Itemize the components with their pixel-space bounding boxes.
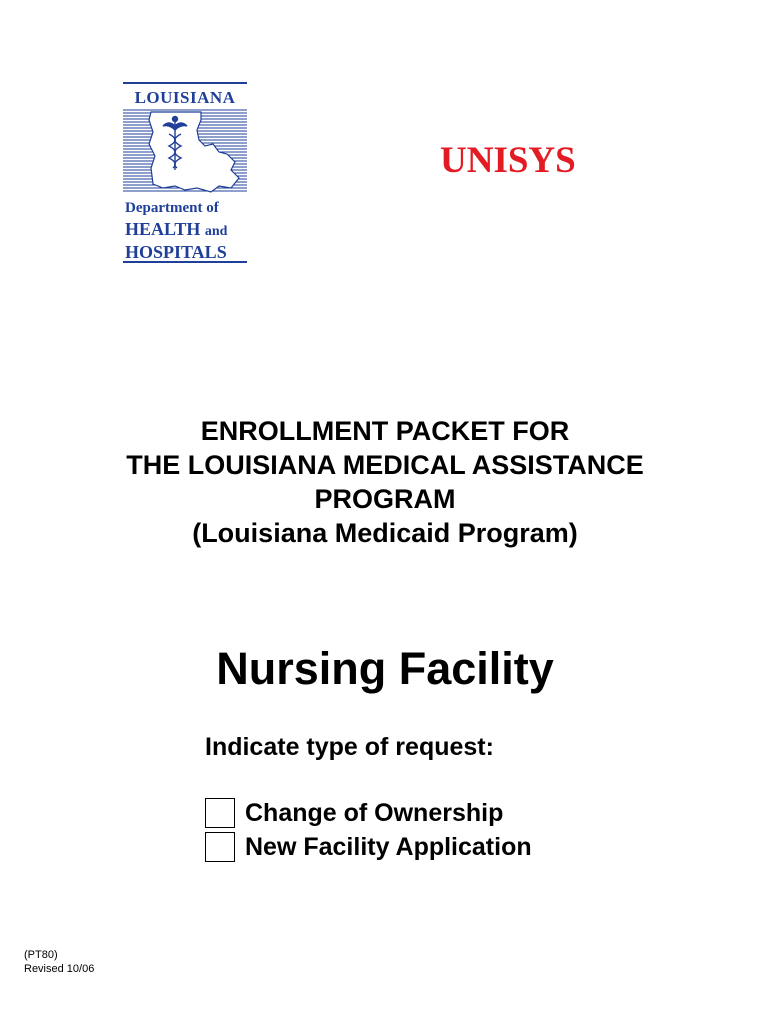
revision-date: Revised 10/06 — [24, 963, 95, 975]
title-line: THE LOUISIANA MEDICAL ASSISTANCE — [126, 450, 644, 480]
louisiana-state-icon — [123, 108, 247, 194]
logo-health-word: HEALTH — [125, 219, 201, 239]
facility-type-heading: Nursing Facility — [216, 643, 554, 694]
form-id: (PT80) — [24, 949, 58, 961]
form-footer — [24, 948, 94, 976]
logo-top-rule — [123, 82, 247, 84]
change-of-ownership-checkbox[interactable] — [205, 798, 235, 828]
new-facility-application-label: New Facility Application — [245, 832, 532, 861]
logo-department: Department of — [125, 200, 219, 216]
option-new-facility-application — [205, 832, 532, 862]
title-line: (Louisiana Medicaid Program) — [192, 518, 578, 548]
logo-title: LOUISIANA — [134, 88, 236, 107]
logo-bottom-rule — [123, 261, 247, 263]
change-of-ownership-label: Change of Ownership — [245, 798, 504, 827]
unisys-logo: UNISYS — [440, 140, 576, 181]
new-facility-application-checkbox[interactable] — [205, 832, 235, 862]
request-type-label: Indicate type of request: — [205, 733, 494, 761]
title-line: PROGRAM — [314, 484, 456, 514]
logo-health — [125, 219, 227, 240]
logo-and-word: and — [204, 224, 228, 239]
ldhh-logo — [123, 82, 247, 264]
document-title — [0, 414, 770, 550]
logo-hospitals: HOSPITALS — [125, 242, 227, 262]
title-line: ENROLLMENT PACKET FOR — [200, 416, 570, 446]
option-change-of-ownership — [205, 798, 503, 828]
